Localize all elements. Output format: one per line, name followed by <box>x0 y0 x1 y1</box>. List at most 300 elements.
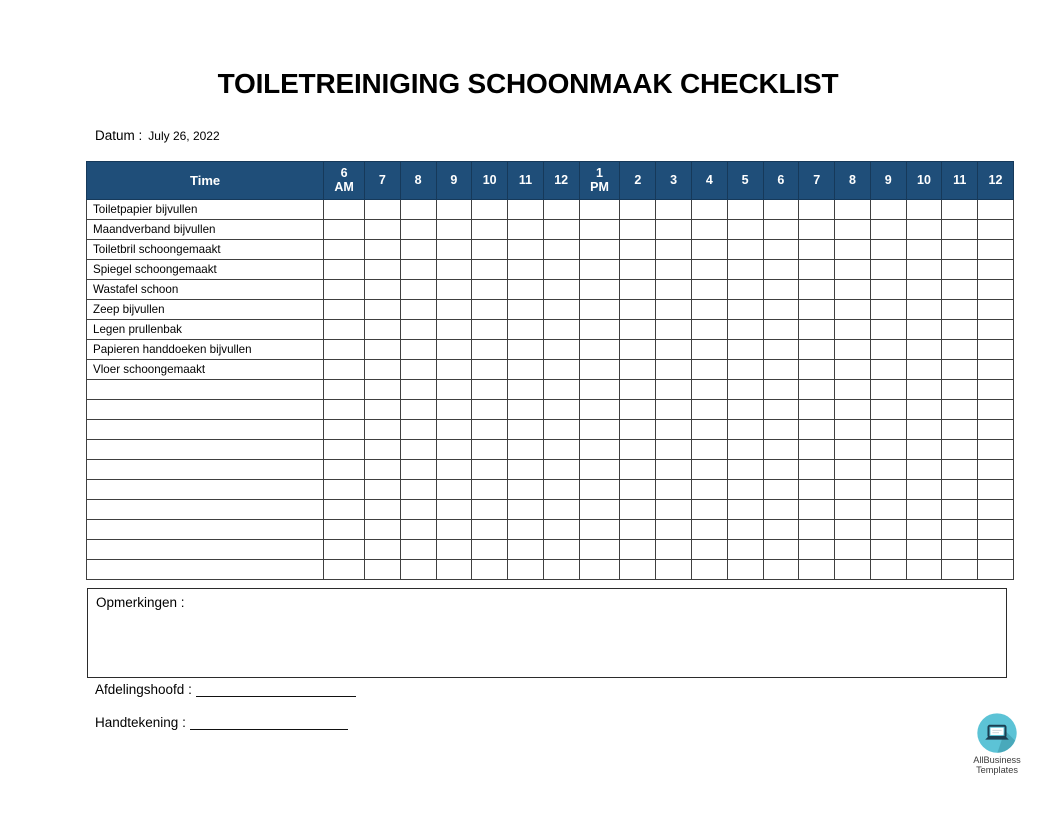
checkbox-cell[interactable] <box>472 460 508 480</box>
checkbox-cell[interactable] <box>543 200 579 220</box>
checkbox-cell[interactable] <box>870 520 906 540</box>
checkbox-cell[interactable] <box>620 320 656 340</box>
checkbox-cell[interactable] <box>835 360 871 380</box>
checkbox-cell[interactable] <box>472 260 508 280</box>
task-label-cell[interactable]: Toiletbril schoongemaakt <box>87 240 324 260</box>
checkbox-cell[interactable] <box>324 540 365 560</box>
checkbox-cell[interactable] <box>763 400 799 420</box>
date-value[interactable]: July 26, 2022 <box>148 129 220 143</box>
checkbox-cell[interactable] <box>508 480 544 500</box>
checkbox-cell[interactable] <box>763 220 799 240</box>
checkbox-cell[interactable] <box>579 360 620 380</box>
checkbox-cell[interactable] <box>620 280 656 300</box>
checkbox-cell[interactable] <box>942 360 978 380</box>
checkbox-cell[interactable] <box>508 240 544 260</box>
checkbox-cell[interactable] <box>656 320 692 340</box>
checkbox-cell[interactable] <box>906 240 942 260</box>
checkbox-cell[interactable] <box>324 320 365 340</box>
checkbox-cell[interactable] <box>400 280 436 300</box>
checkbox-cell[interactable] <box>436 500 472 520</box>
checkbox-cell[interactable] <box>656 560 692 580</box>
checkbox-cell[interactable] <box>656 360 692 380</box>
checkbox-cell[interactable] <box>870 400 906 420</box>
checkbox-cell[interactable] <box>472 480 508 500</box>
checkbox-cell[interactable] <box>364 520 400 540</box>
checkbox-cell[interactable] <box>727 300 763 320</box>
checkbox-cell[interactable] <box>978 480 1014 500</box>
checkbox-cell[interactable] <box>508 200 544 220</box>
task-label-cell[interactable]: Papieren handdoeken bijvullen <box>87 340 324 360</box>
signature-input-line[interactable] <box>190 716 348 730</box>
checkbox-cell[interactable] <box>942 300 978 320</box>
checkbox-cell[interactable] <box>324 400 365 420</box>
checkbox-cell[interactable] <box>763 420 799 440</box>
checkbox-cell[interactable] <box>436 480 472 500</box>
task-label-cell[interactable]: Wastafel schoon <box>87 280 324 300</box>
checkbox-cell[interactable] <box>656 380 692 400</box>
checkbox-cell[interactable] <box>978 340 1014 360</box>
checkbox-cell[interactable] <box>727 260 763 280</box>
checkbox-cell[interactable] <box>436 280 472 300</box>
checkbox-cell[interactable] <box>436 220 472 240</box>
task-label-cell[interactable]: Zeep bijvullen <box>87 300 324 320</box>
checkbox-cell[interactable] <box>942 320 978 340</box>
checkbox-cell[interactable] <box>906 360 942 380</box>
checkbox-cell[interactable] <box>978 280 1014 300</box>
checkbox-cell[interactable] <box>942 240 978 260</box>
checkbox-cell[interactable] <box>799 460 835 480</box>
checkbox-cell[interactable] <box>472 420 508 440</box>
checkbox-cell[interactable] <box>472 360 508 380</box>
checkbox-cell[interactable] <box>870 240 906 260</box>
checkbox-cell[interactable] <box>835 340 871 360</box>
checkbox-cell[interactable] <box>978 320 1014 340</box>
checkbox-cell[interactable] <box>727 500 763 520</box>
checkbox-cell[interactable] <box>799 320 835 340</box>
checkbox-cell[interactable] <box>324 520 365 540</box>
checkbox-cell[interactable] <box>906 540 942 560</box>
task-label-cell[interactable] <box>87 440 324 460</box>
checkbox-cell[interactable] <box>324 200 365 220</box>
checkbox-cell[interactable] <box>579 320 620 340</box>
checkbox-cell[interactable] <box>835 480 871 500</box>
checkbox-cell[interactable] <box>543 300 579 320</box>
checkbox-cell[interactable] <box>436 460 472 480</box>
checkbox-cell[interactable] <box>870 200 906 220</box>
checkbox-cell[interactable] <box>579 420 620 440</box>
checkbox-cell[interactable] <box>508 560 544 580</box>
checkbox-cell[interactable] <box>799 540 835 560</box>
checkbox-cell[interactable] <box>364 560 400 580</box>
checkbox-cell[interactable] <box>763 280 799 300</box>
checkbox-cell[interactable] <box>364 480 400 500</box>
checkbox-cell[interactable] <box>508 300 544 320</box>
task-label-cell[interactable] <box>87 540 324 560</box>
checkbox-cell[interactable] <box>543 420 579 440</box>
allbusiness-templates-logo[interactable] <box>957 712 1037 776</box>
checkbox-cell[interactable] <box>870 220 906 240</box>
checkbox-cell[interactable] <box>727 460 763 480</box>
checkbox-cell[interactable] <box>799 400 835 420</box>
checkbox-cell[interactable] <box>978 220 1014 240</box>
checkbox-cell[interactable] <box>691 500 727 520</box>
checkbox-cell[interactable] <box>436 360 472 380</box>
checkbox-cell[interactable] <box>763 540 799 560</box>
checkbox-cell[interactable] <box>543 280 579 300</box>
checkbox-cell[interactable] <box>727 420 763 440</box>
checkbox-cell[interactable] <box>799 440 835 460</box>
checkbox-cell[interactable] <box>472 440 508 460</box>
checkbox-cell[interactable] <box>579 480 620 500</box>
checkbox-cell[interactable] <box>400 300 436 320</box>
checkbox-cell[interactable] <box>906 280 942 300</box>
checkbox-cell[interactable] <box>870 360 906 380</box>
checkbox-cell[interactable] <box>620 260 656 280</box>
checkbox-cell[interactable] <box>324 300 365 320</box>
checkbox-cell[interactable] <box>870 260 906 280</box>
checkbox-cell[interactable] <box>656 420 692 440</box>
checkbox-cell[interactable] <box>835 280 871 300</box>
checkbox-cell[interactable] <box>942 440 978 460</box>
checkbox-cell[interactable] <box>835 220 871 240</box>
checkbox-cell[interactable] <box>579 260 620 280</box>
checkbox-cell[interactable] <box>942 420 978 440</box>
checkbox-cell[interactable] <box>579 540 620 560</box>
checkbox-cell[interactable] <box>978 200 1014 220</box>
checkbox-cell[interactable] <box>472 340 508 360</box>
checkbox-cell[interactable] <box>978 360 1014 380</box>
checkbox-cell[interactable] <box>835 500 871 520</box>
checkbox-cell[interactable] <box>906 480 942 500</box>
checkbox-cell[interactable] <box>472 400 508 420</box>
checkbox-cell[interactable] <box>472 500 508 520</box>
checkbox-cell[interactable] <box>799 300 835 320</box>
checkbox-cell[interactable] <box>763 260 799 280</box>
checkbox-cell[interactable] <box>579 240 620 260</box>
checkbox-cell[interactable] <box>763 300 799 320</box>
checkbox-cell[interactable] <box>835 440 871 460</box>
checkbox-cell[interactable] <box>436 380 472 400</box>
checkbox-cell[interactable] <box>543 460 579 480</box>
checkbox-cell[interactable] <box>978 520 1014 540</box>
checkbox-cell[interactable] <box>691 300 727 320</box>
checkbox-cell[interactable] <box>835 560 871 580</box>
checkbox-cell[interactable] <box>543 220 579 240</box>
checkbox-cell[interactable] <box>472 380 508 400</box>
checkbox-cell[interactable] <box>400 500 436 520</box>
checkbox-cell[interactable] <box>978 300 1014 320</box>
checkbox-cell[interactable] <box>400 440 436 460</box>
checkbox-cell[interactable] <box>656 260 692 280</box>
checkbox-cell[interactable] <box>579 200 620 220</box>
checkbox-cell[interactable] <box>508 420 544 440</box>
checkbox-cell[interactable] <box>799 220 835 240</box>
checkbox-cell[interactable] <box>835 240 871 260</box>
checkbox-cell[interactable] <box>508 380 544 400</box>
checkbox-cell[interactable] <box>978 380 1014 400</box>
checkbox-cell[interactable] <box>691 260 727 280</box>
checkbox-cell[interactable] <box>799 520 835 540</box>
checkbox-cell[interactable] <box>906 520 942 540</box>
checkbox-cell[interactable] <box>799 420 835 440</box>
checkbox-cell[interactable] <box>472 280 508 300</box>
checkbox-cell[interactable] <box>942 540 978 560</box>
task-label-cell[interactable] <box>87 480 324 500</box>
checkbox-cell[interactable] <box>656 220 692 240</box>
checkbox-cell[interactable] <box>364 240 400 260</box>
checkbox-cell[interactable] <box>870 420 906 440</box>
checkbox-cell[interactable] <box>620 240 656 260</box>
checkbox-cell[interactable] <box>656 440 692 460</box>
checkbox-cell[interactable] <box>508 260 544 280</box>
checkbox-cell[interactable] <box>364 340 400 360</box>
checkbox-cell[interactable] <box>436 340 472 360</box>
checkbox-cell[interactable] <box>400 320 436 340</box>
checkbox-cell[interactable] <box>906 500 942 520</box>
checkbox-cell[interactable] <box>691 220 727 240</box>
checkbox-cell[interactable] <box>835 380 871 400</box>
checkbox-cell[interactable] <box>543 500 579 520</box>
checkbox-cell[interactable] <box>543 380 579 400</box>
checkbox-cell[interactable] <box>472 200 508 220</box>
checkbox-cell[interactable] <box>324 440 365 460</box>
checkbox-cell[interactable] <box>835 540 871 560</box>
checkbox-cell[interactable] <box>324 560 365 580</box>
checkbox-cell[interactable] <box>727 380 763 400</box>
checkbox-cell[interactable] <box>543 400 579 420</box>
task-label-cell[interactable]: Legen prullenbak <box>87 320 324 340</box>
checkbox-cell[interactable] <box>324 260 365 280</box>
checkbox-cell[interactable] <box>436 540 472 560</box>
checkbox-cell[interactable] <box>364 460 400 480</box>
checkbox-cell[interactable] <box>508 520 544 540</box>
checkbox-cell[interactable] <box>620 200 656 220</box>
checkbox-cell[interactable] <box>400 400 436 420</box>
checkbox-cell[interactable] <box>978 560 1014 580</box>
checkbox-cell[interactable] <box>400 220 436 240</box>
checkbox-cell[interactable] <box>835 200 871 220</box>
checkbox-cell[interactable] <box>364 420 400 440</box>
checkbox-cell[interactable] <box>543 520 579 540</box>
checkbox-cell[interactable] <box>656 520 692 540</box>
checkbox-cell[interactable] <box>978 400 1014 420</box>
checkbox-cell[interactable] <box>906 380 942 400</box>
checkbox-cell[interactable] <box>364 500 400 520</box>
checkbox-cell[interactable] <box>978 420 1014 440</box>
checkbox-cell[interactable] <box>400 480 436 500</box>
checkbox-cell[interactable] <box>472 300 508 320</box>
checkbox-cell[interactable] <box>727 320 763 340</box>
checkbox-cell[interactable] <box>620 540 656 560</box>
checkbox-cell[interactable] <box>763 240 799 260</box>
checkbox-cell[interactable] <box>400 420 436 440</box>
checkbox-cell[interactable] <box>906 200 942 220</box>
checkbox-cell[interactable] <box>799 480 835 500</box>
checkbox-cell[interactable] <box>364 220 400 240</box>
checkbox-cell[interactable] <box>691 240 727 260</box>
checkbox-cell[interactable] <box>324 460 365 480</box>
checkbox-cell[interactable] <box>324 360 365 380</box>
checkbox-cell[interactable] <box>763 520 799 540</box>
checkbox-cell[interactable] <box>978 500 1014 520</box>
checkbox-cell[interactable] <box>691 340 727 360</box>
checkbox-cell[interactable] <box>942 280 978 300</box>
checkbox-cell[interactable] <box>691 520 727 540</box>
checkbox-cell[interactable] <box>870 320 906 340</box>
checkbox-cell[interactable] <box>835 420 871 440</box>
checkbox-cell[interactable] <box>436 200 472 220</box>
checkbox-cell[interactable] <box>727 540 763 560</box>
checkbox-cell[interactable] <box>579 280 620 300</box>
department-head-input-line[interactable] <box>196 683 356 697</box>
task-label-cell[interactable] <box>87 380 324 400</box>
checkbox-cell[interactable] <box>400 380 436 400</box>
task-label-cell[interactable] <box>87 460 324 480</box>
checkbox-cell[interactable] <box>835 460 871 480</box>
checkbox-cell[interactable] <box>579 440 620 460</box>
checkbox-cell[interactable] <box>656 300 692 320</box>
checkbox-cell[interactable] <box>763 200 799 220</box>
checkbox-cell[interactable] <box>763 560 799 580</box>
checkbox-cell[interactable] <box>835 520 871 540</box>
checkbox-cell[interactable] <box>620 380 656 400</box>
checkbox-cell[interactable] <box>799 380 835 400</box>
checkbox-cell[interactable] <box>942 460 978 480</box>
checkbox-cell[interactable] <box>763 320 799 340</box>
checkbox-cell[interactable] <box>472 560 508 580</box>
checkbox-cell[interactable] <box>436 520 472 540</box>
checkbox-cell[interactable] <box>691 200 727 220</box>
checkbox-cell[interactable] <box>400 560 436 580</box>
checkbox-cell[interactable] <box>799 260 835 280</box>
checkbox-cell[interactable] <box>906 560 942 580</box>
checkbox-cell[interactable] <box>579 560 620 580</box>
checkbox-cell[interactable] <box>436 420 472 440</box>
checkbox-cell[interactable] <box>727 340 763 360</box>
checkbox-cell[interactable] <box>870 500 906 520</box>
checkbox-cell[interactable] <box>656 540 692 560</box>
checkbox-cell[interactable] <box>656 500 692 520</box>
checkbox-cell[interactable] <box>400 360 436 380</box>
task-label-cell[interactable] <box>87 560 324 580</box>
checkbox-cell[interactable] <box>978 240 1014 260</box>
checkbox-cell[interactable] <box>656 400 692 420</box>
checkbox-cell[interactable] <box>691 420 727 440</box>
task-label-cell[interactable] <box>87 500 324 520</box>
checkbox-cell[interactable] <box>436 320 472 340</box>
checkbox-cell[interactable] <box>799 240 835 260</box>
checkbox-cell[interactable] <box>870 460 906 480</box>
checkbox-cell[interactable] <box>870 280 906 300</box>
checkbox-cell[interactable] <box>620 400 656 420</box>
checkbox-cell[interactable] <box>727 240 763 260</box>
checkbox-cell[interactable] <box>620 420 656 440</box>
checkbox-cell[interactable] <box>799 360 835 380</box>
checkbox-cell[interactable] <box>906 260 942 280</box>
checkbox-cell[interactable] <box>364 400 400 420</box>
checkbox-cell[interactable] <box>436 240 472 260</box>
checkbox-cell[interactable] <box>942 400 978 420</box>
checkbox-cell[interactable] <box>870 440 906 460</box>
checkbox-cell[interactable] <box>364 320 400 340</box>
checkbox-cell[interactable] <box>324 420 365 440</box>
checkbox-cell[interactable] <box>906 340 942 360</box>
checkbox-cell[interactable] <box>436 400 472 420</box>
checkbox-cell[interactable] <box>543 260 579 280</box>
checkbox-cell[interactable] <box>906 300 942 320</box>
checkbox-cell[interactable] <box>727 440 763 460</box>
checkbox-cell[interactable] <box>543 480 579 500</box>
checkbox-cell[interactable] <box>691 440 727 460</box>
checkbox-cell[interactable] <box>543 540 579 560</box>
checkbox-cell[interactable] <box>472 220 508 240</box>
checkbox-cell[interactable] <box>472 240 508 260</box>
checkbox-cell[interactable] <box>400 540 436 560</box>
checkbox-cell[interactable] <box>620 340 656 360</box>
checkbox-cell[interactable] <box>508 460 544 480</box>
checkbox-cell[interactable] <box>620 500 656 520</box>
checkbox-cell[interactable] <box>508 400 544 420</box>
checkbox-cell[interactable] <box>942 380 978 400</box>
checkbox-cell[interactable] <box>579 400 620 420</box>
checkbox-cell[interactable] <box>763 460 799 480</box>
checkbox-cell[interactable] <box>906 220 942 240</box>
checkbox-cell[interactable] <box>579 380 620 400</box>
checkbox-cell[interactable] <box>691 480 727 500</box>
checkbox-cell[interactable] <box>870 380 906 400</box>
checkbox-cell[interactable] <box>472 520 508 540</box>
checkbox-cell[interactable] <box>835 320 871 340</box>
checkbox-cell[interactable] <box>691 380 727 400</box>
checkbox-cell[interactable] <box>870 480 906 500</box>
checkbox-cell[interactable] <box>727 520 763 540</box>
checkbox-cell[interactable] <box>620 460 656 480</box>
checkbox-cell[interactable] <box>543 240 579 260</box>
task-label-cell[interactable] <box>87 400 324 420</box>
checkbox-cell[interactable] <box>799 200 835 220</box>
checkbox-cell[interactable] <box>870 340 906 360</box>
checkbox-cell[interactable] <box>324 380 365 400</box>
task-label-cell[interactable]: Toiletpapier bijvullen <box>87 200 324 220</box>
checkbox-cell[interactable] <box>906 440 942 460</box>
checkbox-cell[interactable] <box>620 480 656 500</box>
checkbox-cell[interactable] <box>324 240 365 260</box>
checkbox-cell[interactable] <box>436 260 472 280</box>
checkbox-cell[interactable] <box>727 200 763 220</box>
checkbox-cell[interactable] <box>727 400 763 420</box>
checkbox-cell[interactable] <box>620 300 656 320</box>
remarks-box[interactable] <box>87 588 1007 678</box>
checkbox-cell[interactable] <box>400 460 436 480</box>
checkbox-cell[interactable] <box>364 440 400 460</box>
checkbox-cell[interactable] <box>508 220 544 240</box>
checkbox-cell[interactable] <box>906 320 942 340</box>
checkbox-cell[interactable] <box>543 320 579 340</box>
checkbox-cell[interactable] <box>472 540 508 560</box>
checkbox-cell[interactable] <box>763 340 799 360</box>
checkbox-cell[interactable] <box>799 560 835 580</box>
checkbox-cell[interactable] <box>620 440 656 460</box>
checkbox-cell[interactable] <box>508 360 544 380</box>
checkbox-cell[interactable] <box>978 460 1014 480</box>
checkbox-cell[interactable] <box>364 280 400 300</box>
checkbox-cell[interactable] <box>763 380 799 400</box>
checkbox-cell[interactable] <box>942 500 978 520</box>
checkbox-cell[interactable] <box>436 560 472 580</box>
checkbox-cell[interactable] <box>620 360 656 380</box>
checkbox-cell[interactable] <box>436 440 472 460</box>
checkbox-cell[interactable] <box>942 560 978 580</box>
